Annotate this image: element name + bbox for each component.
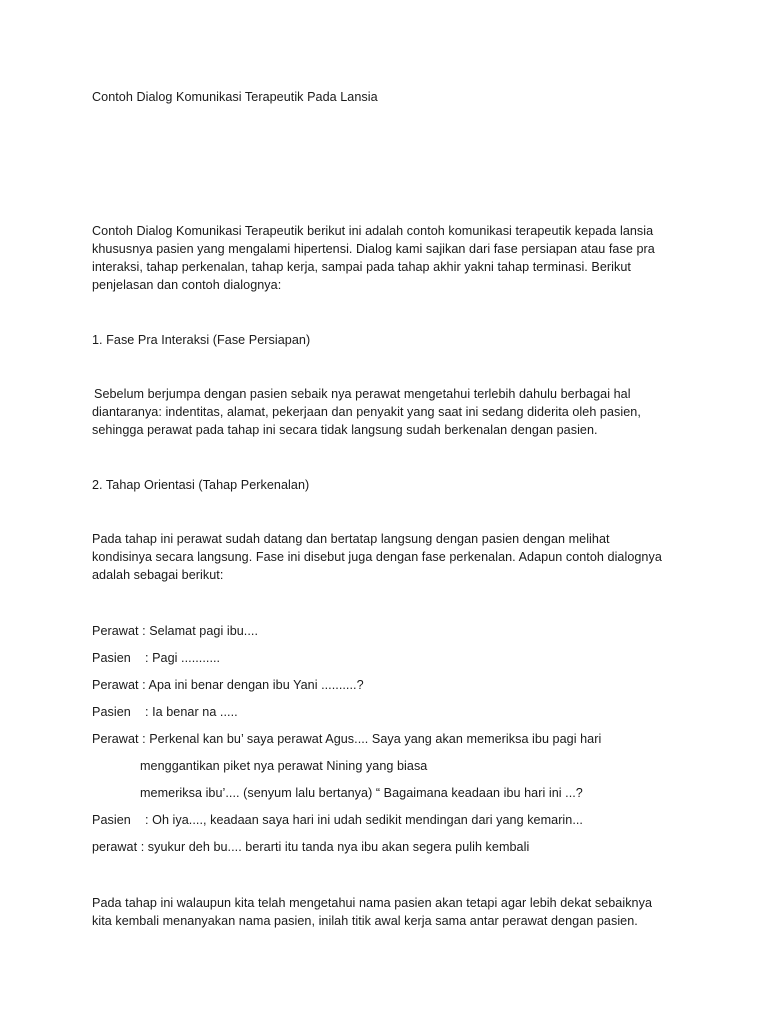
- dialog-line-8: Pasien : Oh iya...., keadaan saya hari ini udah sedikit mendingan dari yang kemarin...: [92, 813, 583, 827]
- dialog-line-9: perawat : syukur deh bu.... berarti itu tanda nya ibu akan segera pulih kembali: [92, 840, 530, 854]
- intro-line-3: interaksi, tahap perkenalan, tahap kerja, sampai pada tahap akhir yakni tahap terminasi. Berikut: [92, 260, 631, 274]
- section1-heading: 1. Fase Pra Interaksi (Fase Persiapan): [92, 333, 311, 347]
- closing-line-1: Pada tahap ini walaupun kita telah mengetahui nama pasien akan tetapi agar lebih dekat sebaiknya: [92, 896, 653, 910]
- page-title: Contoh Dialog Komunikasi Terapeutik Pada Lansia: [92, 90, 378, 104]
- section2-line-3: adalah sebagai berikut:: [92, 568, 224, 582]
- section2-line-1: Pada tahap ini perawat sudah datang dan bertatap langsung dengan pasien dengan melihat: [92, 532, 610, 546]
- section2-line-2: kondisinya secara langsung. Fase ini disebut juga dengan fase perkenalan. Adapun contoh dialognya: [92, 550, 662, 564]
- dialog-line-4: Pasien : Ia benar na .....: [92, 705, 238, 719]
- dialog-line-7: memeriksa ibu’.... (senyum lalu bertanya) “ Bagaimana keadaan ibu hari ini ...?: [140, 786, 583, 800]
- section2-heading: 2. Tahap Orientasi (Tahap Perkenalan): [92, 478, 310, 492]
- section1-line-2: diantaranya: indentitas, alamat, pekerjaan dan penyakit yang saat ini sedang diderita oleh pasien,: [92, 405, 641, 419]
- intro-line-1: Contoh Dialog Komunikasi Terapeutik berikut ini adalah contoh komunikasi terapeutik kepada lansia: [92, 224, 654, 238]
- dialog-line-2: Pasien : Pagi ...........: [92, 651, 221, 665]
- dialog-line-6: menggantikan piket nya perawat Nining yang biasa: [140, 759, 428, 773]
- section1-line-3: sehingga perawat pada tahap ini secara tidak langsung sudah berkenalan dengan pasien.: [92, 423, 598, 437]
- dialog-line-3: Perawat : Apa ini benar dengan ibu Yani ..........?: [92, 678, 364, 692]
- closing-line-2: kita kembali menanyakan nama pasien, inilah titik awal kerja sama antar perawat dengan pasien.: [92, 914, 638, 928]
- intro-line-4: penjelasan dan contoh dialognya:: [92, 278, 282, 292]
- dialog-line-5: Perawat : Perkenal kan bu’ saya perawat Agus.... Saya yang akan memeriksa ibu pagi hari: [92, 732, 602, 746]
- section1-line-1: Sebelum berjumpa dengan pasien sebaik nya perawat mengetahui terlebih dahulu berbagai hal: [94, 387, 631, 401]
- intro-line-2: khususnya pasien yang mengalami hipertensi. Dialog kami sajikan dari fase persiapan atau fase pra: [92, 242, 655, 256]
- dialog-line-1: Perawat : Selamat pagi ibu....: [92, 624, 259, 638]
